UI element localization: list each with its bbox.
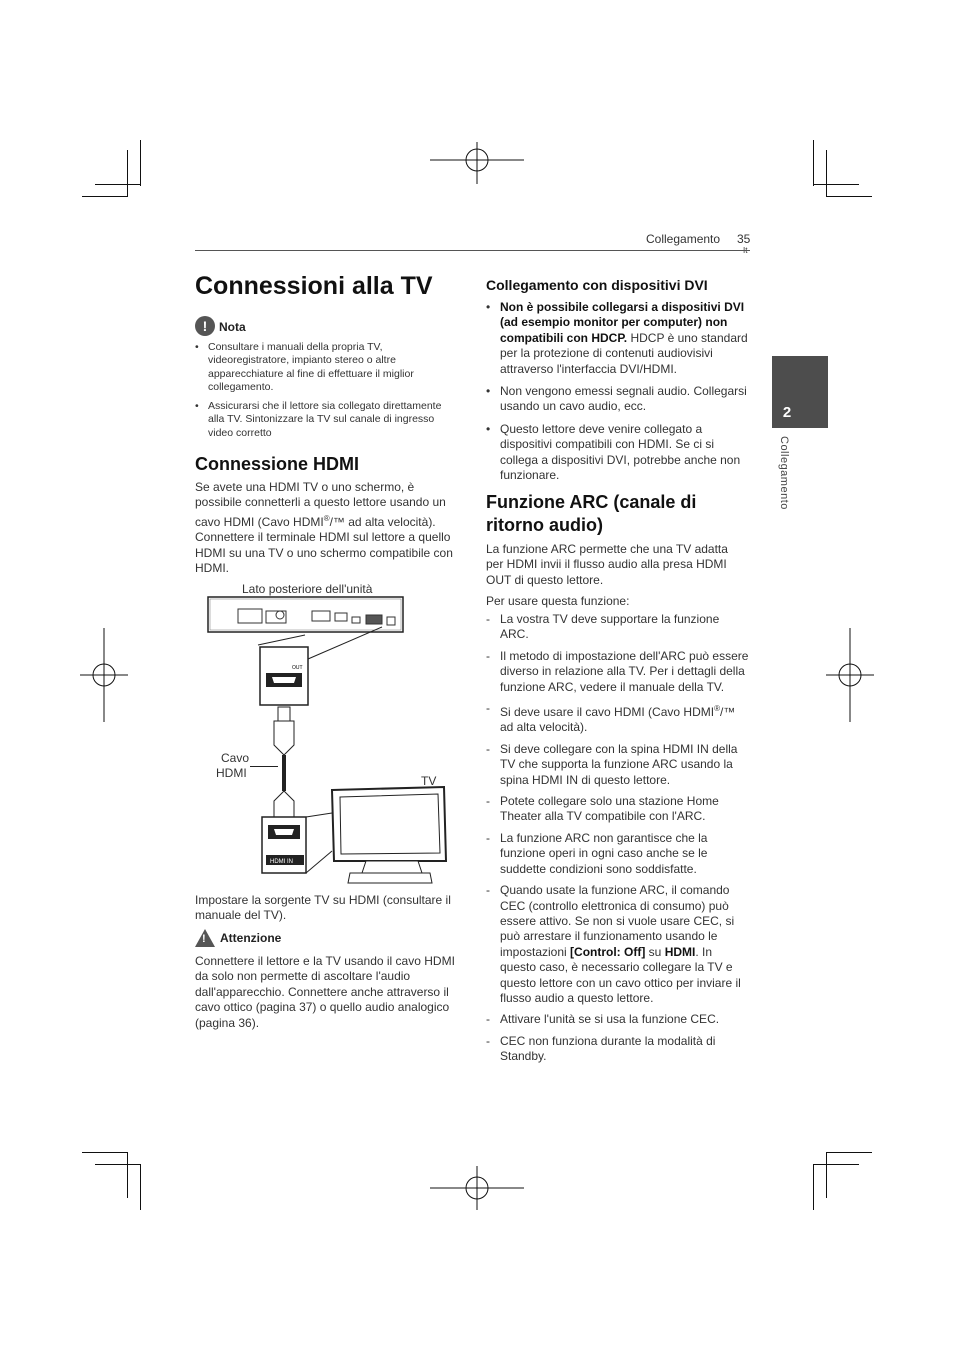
cable-label: Cavo <box>221 751 250 765</box>
dvi-item: • Non è possibile collegarsi a dispositivi DVI (ad esempio monitor per computer) non compatibili con HDCP. HDCP è uno standard per la protezione di contenuti audiovisivi attraverso l'interfaccia DVI/HDMI. <box>486 300 748 377</box>
svg-text:HDMI IN: HDMI IN <box>270 859 293 865</box>
arc-item: - Attivare l'unità se si usa la funzione CEC. <box>486 1012 750 1027</box>
dvi-heading: Collegamento con dispositivi DVI <box>486 277 708 293</box>
rear-panel-label: Lato posteriore dell'unità <box>242 582 373 596</box>
arc-intro: La funzione ARC permette che una TV adatta per HDMI invii il flusso audio alla presa HDMI OUT di questo lettore. Per usare questa funzione: <box>486 542 728 609</box>
tv-label: TV <box>421 774 437 788</box>
hdmi-heading: Connessione HDMI <box>195 454 360 474</box>
cable-label-2: HDMI <box>216 766 247 780</box>
hdmi-after-text: Impostare la sorgente TV su HDMI (consultare il manuale del TV). <box>195 893 451 923</box>
page-number: 35 <box>737 232 751 246</box>
hdmi-body: Se avete una HDMI TV o uno schermo, è possibile connetterli a questo lettore usando un cavo HDMI (Cavo HDMI®/™ ad alta velocità). Connettere il terminale HDMI sul lettore a quello HDMI su una TV o uno schermo compatibile con HDMI. <box>195 480 453 576</box>
svg-text:OUT: OUT <box>292 665 303 671</box>
chapter-number: 2 <box>782 404 792 421</box>
dvi-item: • Questo lettore deve venire collegato a dispositivi compatibili con HDMI. Se ci si collega a dispositivi DVI, potrebbe anche non funzionare. <box>486 422 748 484</box>
arc-item: - La funzione ARC non garantisce che la funzione operi in ogni caso anche se le suddette condizioni sono soddisfatte. <box>486 831 750 877</box>
chapter-label: Collegamento <box>778 436 790 510</box>
running-header-section: Collegamento <box>646 232 721 246</box>
caution-title: Attenzione <box>220 931 282 945</box>
cable-pointer <box>250 766 278 767</box>
registration-mark-left <box>80 628 128 722</box>
arc-list <box>486 612 750 1071</box>
dvi-list <box>486 300 748 490</box>
registration-mark-bottom <box>430 1164 524 1212</box>
caution-body: Connettere il lettore e la TV usando il cavo HDMI da solo non permette di ascoltare l'audio dall'apparecchio. Connettere anche attraverso il cavo ottico (pagina 37) o quello audio analogico (pagina 36). <box>195 954 455 1030</box>
arc-item: - La vostra TV deve supportare la funzione ARC. <box>486 612 750 643</box>
note-item: • Assicurarsi che il lettore sia collegato direttamente alla TV. Sintonizzare la TV sul canale di ingresso video corretto <box>195 400 460 440</box>
arc-item: - CEC non funziona durante la modalità di Standby. <box>486 1034 750 1065</box>
note-list <box>195 341 460 446</box>
note-item: • Consultare i manuali della propria TV, videoregistratore, impianto stereo o altre apparecchiature al fine di effettuare il miglior collegamento. <box>195 341 460 394</box>
exclamation-icon: ! <box>195 316 215 336</box>
warning-mark: ! <box>202 933 206 945</box>
header-rule <box>195 250 750 251</box>
note-title: Nota <box>219 320 246 334</box>
hdmi-connection-diagram <box>200 595 450 890</box>
dvi-item: • Non vengono emessi segnali audio. Collegarsi usando un cavo audio, ecc. <box>486 384 748 415</box>
arc-item: - Quando usate la funzione ARC, il comando CEC (controllo elettronica di consumo) può essere attivo. Se non si vuole usare CEC, si può arrestare il funzionamento usando le impostazioni [Control: Off] su HDMI. In questo caso, è necessario collegare la TV e questo lettore con un cavo ottico per inviare il flusso audio a questo lettore. <box>486 883 750 1006</box>
arc-item: - Potete collegare solo una stazione Home Theater alla TV compatibile con l'ARC. <box>486 794 750 825</box>
page-title: Connessioni alla TV <box>195 272 433 300</box>
arc-item: - Il metodo di impostazione dell'ARC può essere diverso in relazione alla TV. Per i dettagli della funzione ARC, vedere il manuale della TV. <box>486 649 750 695</box>
arc-item: - Si deve collegare con la spina HDMI IN della TV che supporta la funzione ARC usando la spina HDMI IN di questo lettore. <box>486 742 750 788</box>
arc-item: - Si deve usare il cavo HDMI (Cavo HDMI®/™ ad alta velocità). <box>486 701 750 736</box>
registration-mark-top <box>430 138 524 186</box>
registration-mark-right <box>826 628 874 722</box>
arc-heading: Funzione ARC (canale di ritorno audio) <box>486 492 697 535</box>
